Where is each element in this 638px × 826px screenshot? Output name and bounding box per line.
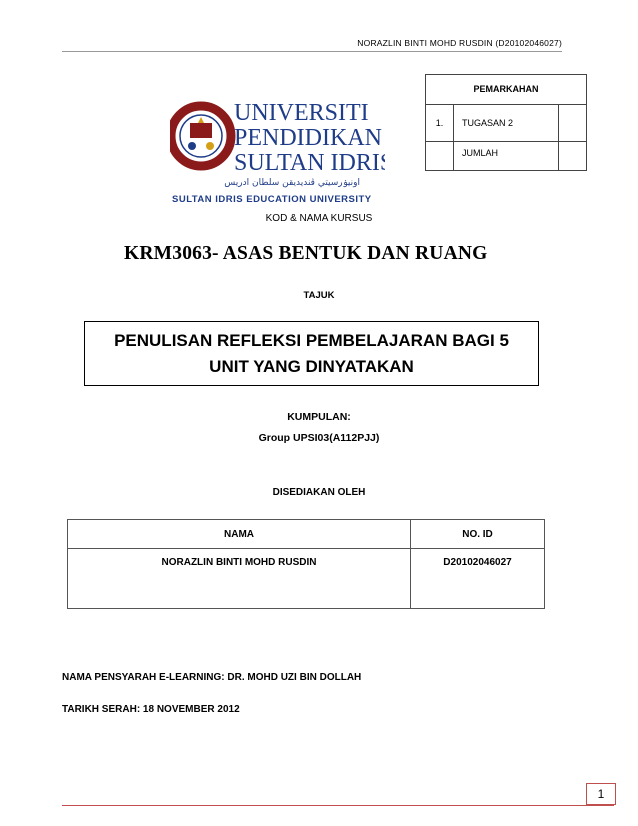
course-label: KOD & NAMA KURSUS (265, 213, 373, 224)
topic-box (84, 321, 539, 386)
group-value: Group UPSI03(A112PJJ) (258, 432, 380, 444)
logo-line2: PENDIDIKAN (234, 125, 382, 151)
col-id-header: NO. ID (411, 520, 545, 549)
group-label: KUMPULAN: (287, 411, 351, 423)
page-number: 1 (586, 783, 616, 805)
logo-line3: SULTAN IDRIS (234, 150, 385, 176)
due-date: TARIKH SERAH: 18 NOVEMBER 2012 (62, 704, 240, 715)
col-name-header: NAMA (68, 520, 411, 549)
topic-label: TAJUK (303, 290, 335, 301)
student-name: NORAZLIN BINTI MOHD RUSDIN (68, 549, 411, 609)
topic-line1: PENULISAN REFLEKSI PEMBELAJARAN BAGI 5 (114, 331, 509, 350)
student-table (67, 519, 545, 609)
grading-row-label: TUGASAN 2 (454, 105, 559, 142)
grading-row-number: 1. (426, 105, 454, 142)
lecturer-name: NAMA PENSYARAH E-LEARNING: DR. MOHD UZI BIN DOLLAH (62, 672, 362, 683)
header-divider (62, 51, 562, 52)
footer-divider (62, 805, 614, 806)
topic-line2: UNIT YANG DINYATAKAN (209, 357, 414, 376)
logo-line1: UNIVERSITI (234, 100, 369, 126)
logo-english: SULTAN IDRIS EDUCATION UNIVERSITY (172, 194, 372, 205)
grading-total-blank (426, 142, 454, 171)
university-seal-icon (170, 90, 385, 208)
grading-total-score (559, 142, 587, 171)
prepared-by-label: DISEDIAKAN OLEH (272, 487, 366, 498)
student-id: D20102046027 (411, 549, 545, 609)
course-title: KRM3063- ASAS BENTUK DAN RUANG (124, 243, 488, 264)
logo-arabic: اونيۏرسيتي ڤنديديقن سلطان ادريس (224, 178, 360, 188)
grading-row-score (559, 105, 587, 142)
running-header: NORAZLIN BINTI MOHD RUSDIN (D20102046027) (357, 38, 562, 48)
grading-table (425, 74, 587, 171)
university-logo (170, 90, 385, 208)
grading-title: PEMARKAHAN (426, 75, 587, 105)
grading-total-label: JUMLAH (454, 142, 559, 171)
